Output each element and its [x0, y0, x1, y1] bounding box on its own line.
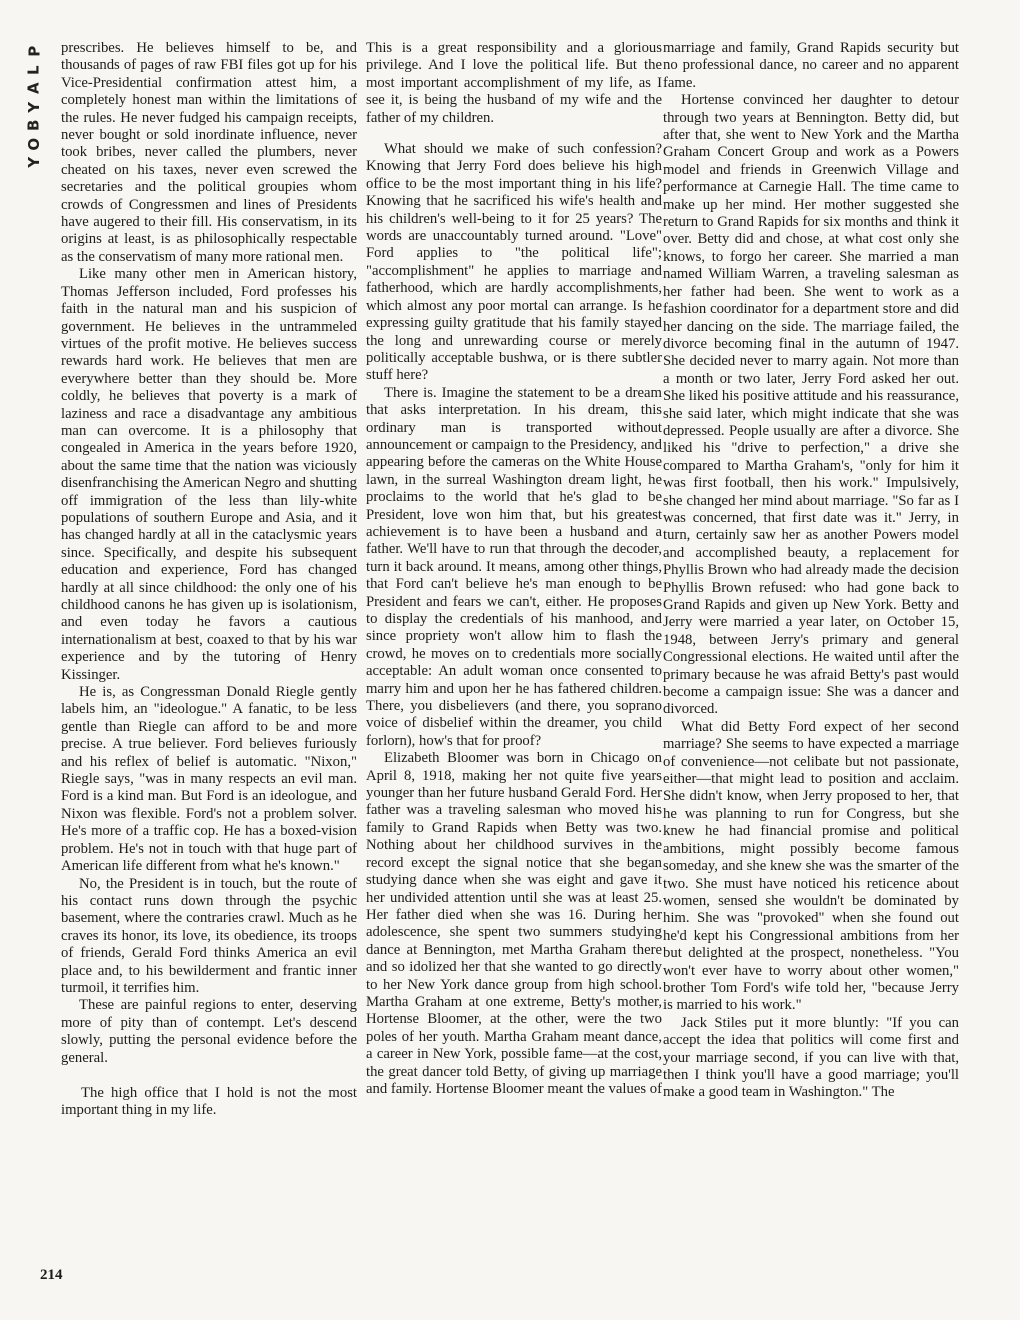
paragraph: What should we make of such confession? Knowing that Jerry Ford does believe his high office to be the most important thing in his life? Knowing that he sacrificed his wife's health and his children's well-being to it for 25 years? The words are unaccountably turned around. "Love" Ford applies to "the political life"; "accomplishment" he applies to marriage and fatherhood, which are hardly accomplishments, which almost any poor mortal can arrange. Is he expressing guilty gratitude that his family stayed the long and unrewarding course or merely politically acceptable bushwa, or is there subtler stuff here?: [366, 141, 662, 384]
paragraph: marriage and family, Grand Rapids security but no professional dance, no career and no apparent fame.: [663, 40, 959, 91]
quotation: This is a great responsibility and a glorious privilege. And I love the political life. But the most important accomplishment of my life, as I see it, is being the husband of my wife and the father of my children.: [366, 40, 662, 126]
quotation: The high office that I hold is not the most important thing in my life.: [61, 1084, 357, 1119]
paragraph: What did Betty Ford expect of her second marriage? She seems to have expected a marriage of convenience—not celibate but not passionate, either—that might lead to position and acclaim. She didn't know, when Jerry proposed to her, that he was planning to run for Congress, but she knew he had financial promise and political ambitions, might possibly become famous someday, and she knew she was the smarter of the two. She must have noticed his reticence about women, sensed she wouldn't be dominated by him. She was "provoked" when she found out he'd kept his Congressional ambitions from her but delighted at the prospect, nonetheless. "You won't ever have to worry about other women," brother Tom Ford's wife told her, "because Jerry is married to his work.": [663, 718, 959, 1014]
paragraph: Jack Stiles put it more bluntly: "If you can accept the idea that politics will come first and your marriage second, if you can live with that, then I think you'll have a good marriage; you'll make a good team in Washington." The: [663, 1014, 959, 1101]
masthead-letter: O: [24, 137, 43, 151]
column-2: [366, 40, 662, 1098]
masthead-letter: A: [24, 82, 43, 95]
paragraph: prescribes. He believes himself to be, and thousands of pages of raw FBI files got up for his Vice-Presidential confirmation attest him, a completely honest man within the limitations of the rules. He never fudged his campaign receipts, never bought or sold inordinate influence, never took bribes, never called the plumbers, never cheated on his taxes, never even screwed the secretaries and the political groupies whom crowds of Congressmen and lines of Presidents have augered to their fill. His conservatism, in its origins at least, is as philosophically respectable as the conservatism of many more rational men.: [61, 40, 357, 265]
masthead-vertical: [22, 42, 46, 172]
masthead-letter: P: [24, 45, 43, 57]
paragraph: Hortense convinced her daughter to detour through two years at Bennington. Betty did, but after that, she went to New York and the Martha Graham Concert Group and work as a Powers model and friends in Greenwich Village and performance at Carnegie Hall. The time came to make up her mind. Her mother suggested she return to Grand Rapids for six months and think it over. Betty did and chose, at what cost only she knows, to forgo her career. She married a man named William Warren, a traveling salesman as her father had been. She went to work as a fashion coordinator for a department store and did her dancing on the side. The marriage failed, the divorce becoming final in the autumn of 1947. She decided never to marry again. Not more than a month or two later, Jerry Ford asked her out. She liked his positive attitude and his reassurance, she said later, which might indicate that she was depressed. People usually are after a divorce. She liked his "drive to perfection," a drive she compared to Martha Graham's, "only for him it was first football, then his work." Impulsively, she changed her mind about marriage. "So far as I was concerned, that first date was it." Jerry, in turn, certainly saw her as another Powers model and accomplished beauty, a replacement for Phyllis Brown who had already made the decision Phyllis Brown refused: who had gone back to Grand Rapids and given up New York. Betty and Jerry were married a year later, on October 15, 1948, between Jerry's primary and general Congressional elections. He waited until after the primary because he was afraid Betty's past would become a campaign issue: She was a dancer and divorced.: [663, 92, 959, 718]
masthead-letter: L: [24, 64, 43, 75]
paragraph: There is. Imagine the statement to be a dream that asks interpretation. In his dream, this ordinary man is transported without announcement or campaign to the Presidency, and appearing before the cameras on the White House lawn, in the surreal Washington dream light, he proclaims to the world that he's glad to be President, love won him that, but his greatest achievement is to have been a husband and a father. We'll have to run that through the decoder, turn it back around. It means, among other things, that Ford can't believe he's man enough to be President and fears we can't, either. He proposes to display the credentials of his manhood, and since propriety won't allow him to flash the crowd, he moves on to credentials more socially acceptable: An adult woman once consented to marry him and upon her he has fathered children. There, you disbelievers (and there, you soprano voice of disbelief within the dreamer, you child forlorn), how's that for proof?: [366, 384, 662, 749]
paragraph: These are painful regions to enter, deserving more of pity than of contempt. Let's descend slowly, putting the personal evidence before the general.: [61, 997, 357, 1066]
paragraph: He is, as Congressman Donald Riegle gently labels him, an "ideologue." A fanatic, to be less gentle than Riegle can afford to be and more precise. A true believer. Ford believes furiously and his reflex of belief is automatic. "Nixon," Riegle says, "was in many respects an evil man. Ford is a kind man. But Ford is an ideologue, and Nixon was flexible. Ford's not a problem solver. He's more of a traffic cop. He has a boxed-vision problem. He's not in touch with that huge part of American life different from what he's known.": [61, 684, 357, 875]
paragraph: Like many other men in American history, Thomas Jefferson included, Ford professes his faith in the natural man and his suspicion of government. He believes in the untrammeled virtues of the profit motive. He believes success rewards hard work. He believes that men are everywhere better than they should be. More coldly, he believes that poverty is a mark of laziness and race a disadvantage any ambitious man can overcome. It is a philosophy that congealed in America in the years before 1920, about the same time that the nation was viciously disenfranchising the American Negro and shutting off immigration of the less than lily-white populations of southern Europe and Asia, and it has changed hardly at all in the cataclysmic years since. Specifically, and despite his subsequent education and experience, Ford has changed hardly at all since childhood: the only one of his childhood canons he has given up is isolationism, and even today he favors a cautious internationalism at best, coaxed to that by his war experience and by the tutoring of Henry Kissinger.: [61, 266, 357, 683]
column-1: [61, 40, 357, 1120]
column-3: [663, 40, 959, 1102]
paragraph: Elizabeth Bloomer was born in Chicago on April 8, 1918, making her not quite five years younger than her future husband Gerald Ford. Her father was a traveling salesman who moved his family to Grand Rapids when Betty was two. Nothing about her childhood survives in the record except the signal notice that she began studying dance when she was eight and gave it her undivided attention until she was at least 25. Her father died when she was 16. During her adolescence, she spent two summers studying dance at Bennington, met Martha Graham there and so idolized her that she wanted to go directly to her New York dance group from high school. Martha Graham at one extreme, Betty's mother, Hortense Bloomer, at the other, were the two poles of her youth. Martha Graham meant dance, a career in New York, possible fame—at the cost, the great dancer told Betty, of giving up marriage and family. Hortense Bloomer meant the values of: [366, 750, 662, 1097]
masthead-letter: Y: [24, 101, 43, 113]
page-number: 214: [40, 1267, 63, 1283]
quotation-block: [61, 1085, 357, 1120]
paragraph: No, the President is in touch, but the route of his contact runs down through the psychic basement, where the contraries crawl. Much as he craves its honor, its love, its obedience, its troops of friends, Gerald Ford thinks America an evil place and, to his bewilderment and frantic inner turmoil, it terrifies him.: [61, 875, 357, 996]
masthead-letter: B: [24, 119, 43, 131]
masthead-letter: Y: [24, 156, 43, 168]
